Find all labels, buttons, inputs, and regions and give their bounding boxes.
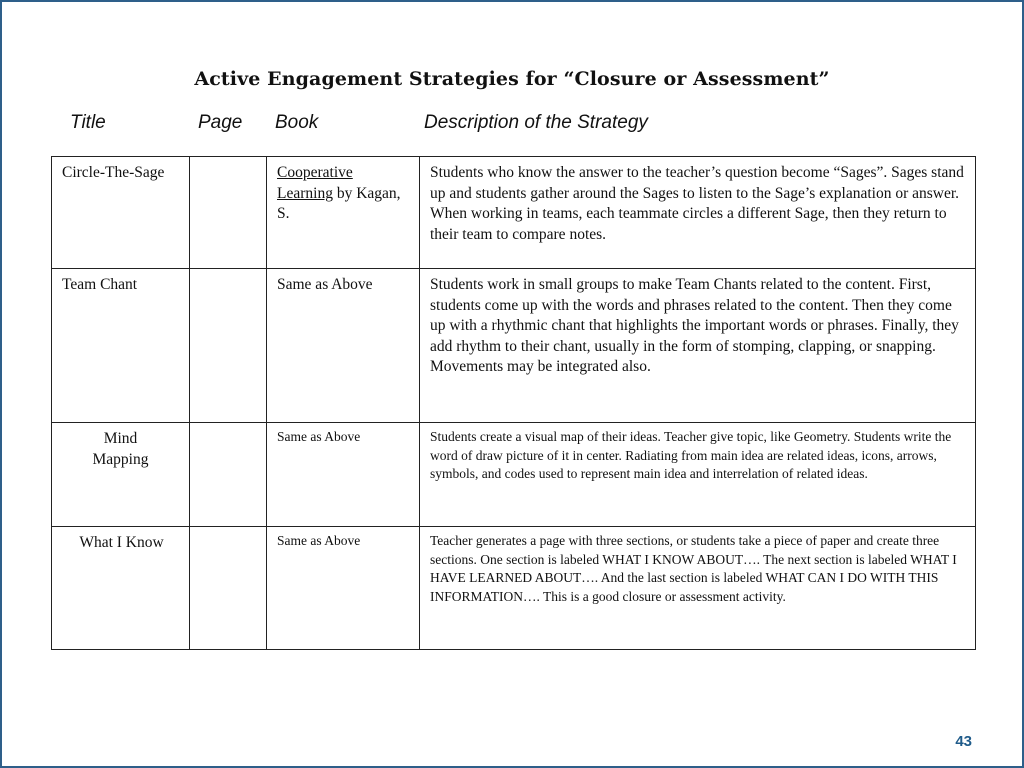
row-book: Same as Above [267, 269, 420, 423]
row-description: Students work in small groups to make Team Chants related to the content. First, students come up with the words and phrases related to the content. Then they come up with a rhythmic chant that highlights the important words or phrases. Finally, they add rhythm to their chant, usually in the form of stomping, clapping, or snapping. Movements may be integrated also. [420, 269, 976, 423]
header-page: Page [198, 112, 243, 133]
table-row [52, 157, 976, 269]
row-book: Same as Above [267, 527, 420, 650]
row-book: Same as Above [267, 423, 420, 527]
row-page [190, 527, 267, 650]
row-title: What I Know [52, 527, 190, 650]
book-title-link: Cooperative Learning [277, 164, 353, 202]
table-row [52, 423, 976, 527]
row-title: Mind Mapping [52, 423, 190, 527]
row-title: Circle-The-Sage [52, 157, 190, 269]
header-description: Description of the Strategy [424, 112, 648, 133]
table-row [52, 269, 976, 423]
row-description: Students who know the answer to the teacher’s question become “Sages”. Sages stand up and students gather around the Sages to listen to the Sage’s explanation or answer. When working in teams, each teammate circles a different Sage, then they return to their team to compare notes. [420, 157, 976, 269]
slide-title: Active Engagement Strategies for “Closure or Assessment” [194, 68, 830, 90]
row-title: Team Chant [52, 269, 190, 423]
header-book: Book [275, 112, 319, 133]
table-row [52, 527, 976, 650]
row-book [267, 157, 420, 269]
row-description: Teacher generates a page with three sections, or students take a piece of paper and create three sections. One section is labeled WHAT I KNOW ABOUT…. The next section is labeled WHAT I HAVE LEARNED ABOUT…. And the last section is labeled WHAT CAN I DO WITH THIS INFORMATION…. This is a good closure or assessment activity. [420, 527, 976, 650]
row-description: Students create a visual map of their ideas. Teacher give topic, like Geometry. Students write the word of draw picture of it in center. Radiating from main idea are related ideas, icons, arrows, symbols, and codes used to represent main idea and interrelation of related ideas. [420, 423, 976, 527]
header-title: Title [70, 112, 106, 133]
row-page [190, 269, 267, 423]
book-author: by Kagan, S. [277, 184, 401, 222]
strategies-table [51, 156, 976, 650]
row-page [190, 423, 267, 527]
row-page [190, 157, 267, 269]
page-number: 43 [955, 733, 972, 750]
